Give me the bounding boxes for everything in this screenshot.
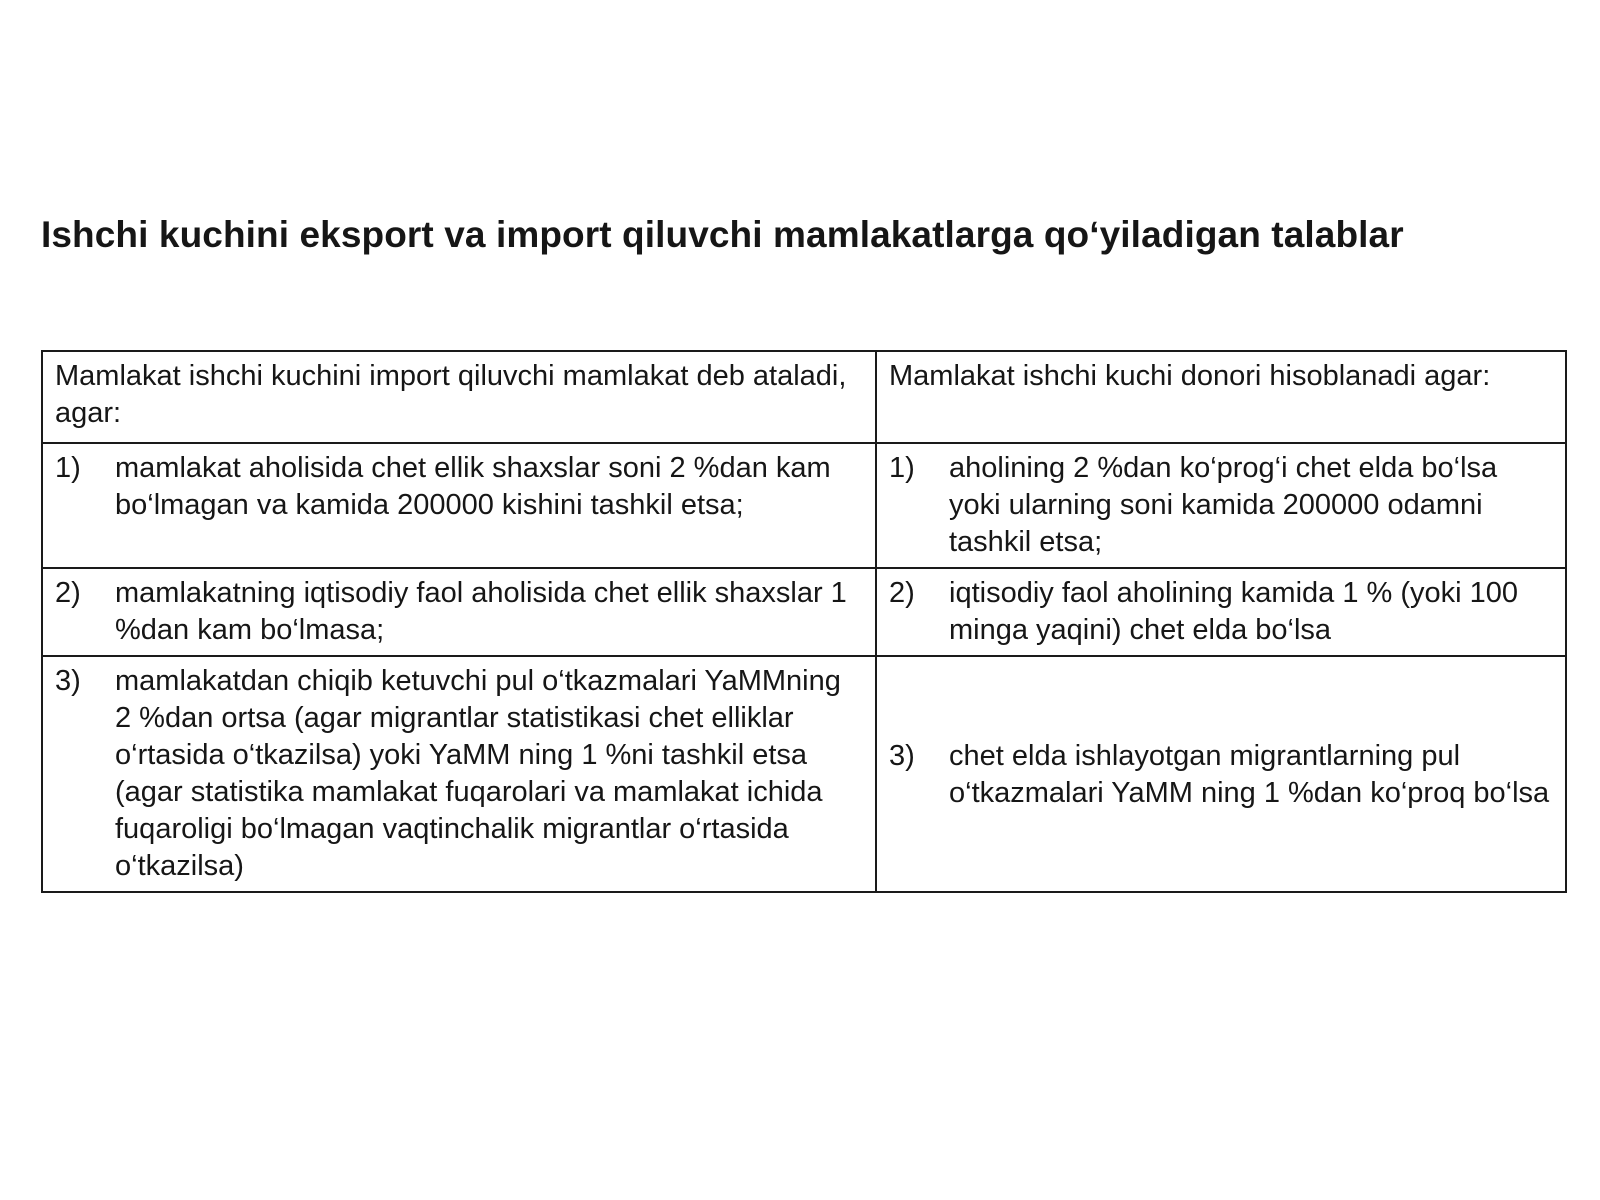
item-number: 3)	[55, 665, 81, 697]
item-text: mamlakatning iqtisodiy faol aholisida chet ellik shaxslar 1 %dan kam bo‘lmasa;	[115, 577, 847, 646]
item-number: 2)	[889, 577, 915, 609]
import-criterion-cell	[42, 568, 876, 656]
donor-criterion-cell	[876, 656, 1566, 892]
item-number: 1)	[55, 452, 81, 484]
list-item	[55, 663, 865, 885]
requirements-table	[41, 350, 1567, 893]
item-text: iqtisodiy faol aholining kamida 1 % (yoki 100 minga yaqini) chet elda bo‘lsa	[949, 577, 1519, 646]
list-item	[889, 575, 1555, 649]
import-criterion-cell	[42, 443, 876, 568]
item-text: chet elda ishlayotgan migrantlarning pul o‘tkazmalari YaMM ning 1 %dan ko‘proq bo‘lsa	[949, 740, 1550, 809]
item-text: mamlakat aholisida chet ellik shaxslar soni 2 %dan kam bo‘lmagan va kamida 200000 kishini tashkil etsa;	[115, 452, 831, 521]
import-criterion-cell	[42, 656, 876, 892]
page-title: Ishchi kuchini eksport va import qiluvchi mamlakatlarga qo‘yiladigan talablar	[41, 214, 1404, 255]
header-donor-country: Mamlakat ishchi kuchi donori hisoblanadi agar:	[876, 351, 1566, 443]
table-row	[42, 656, 1566, 892]
table-header-row	[42, 351, 1566, 443]
item-number: 2)	[55, 577, 81, 609]
donor-criterion-cell	[876, 443, 1566, 568]
list-item	[55, 575, 865, 649]
table-row	[42, 568, 1566, 656]
item-number: 3)	[889, 740, 915, 772]
table-row	[42, 443, 1566, 568]
item-text: aholining 2 %dan ko‘prog‘i chet elda bo‘lsa yoki ularning soni kamida 200000 odamni tashkil etsa;	[949, 452, 1498, 558]
item-text: mamlakatdan chiqib ketuvchi pul o‘tkazmalari YaMMning 2 %dan ortsa (agar migrantlar statistikasi chet elliklar o‘rtasida o‘tkazilsa) yoki YaMM ning 1 %ni tashkil etsa (agar statistika mamlakat fuqarolari va mamlakat ichida fuqaroligi bo‘lmagan vaqtinchalik migrantlar o‘rtasida o‘tkazilsa)	[115, 665, 841, 882]
item-number: 1)	[889, 452, 915, 484]
header-import-country: Mamlakat ishchi kuchini import qiluvchi mamlakat deb ataladi, agar:	[42, 351, 876, 443]
list-item	[889, 450, 1555, 561]
donor-criterion-cell	[876, 568, 1566, 656]
list-item	[55, 450, 865, 524]
list-item	[889, 738, 1555, 812]
